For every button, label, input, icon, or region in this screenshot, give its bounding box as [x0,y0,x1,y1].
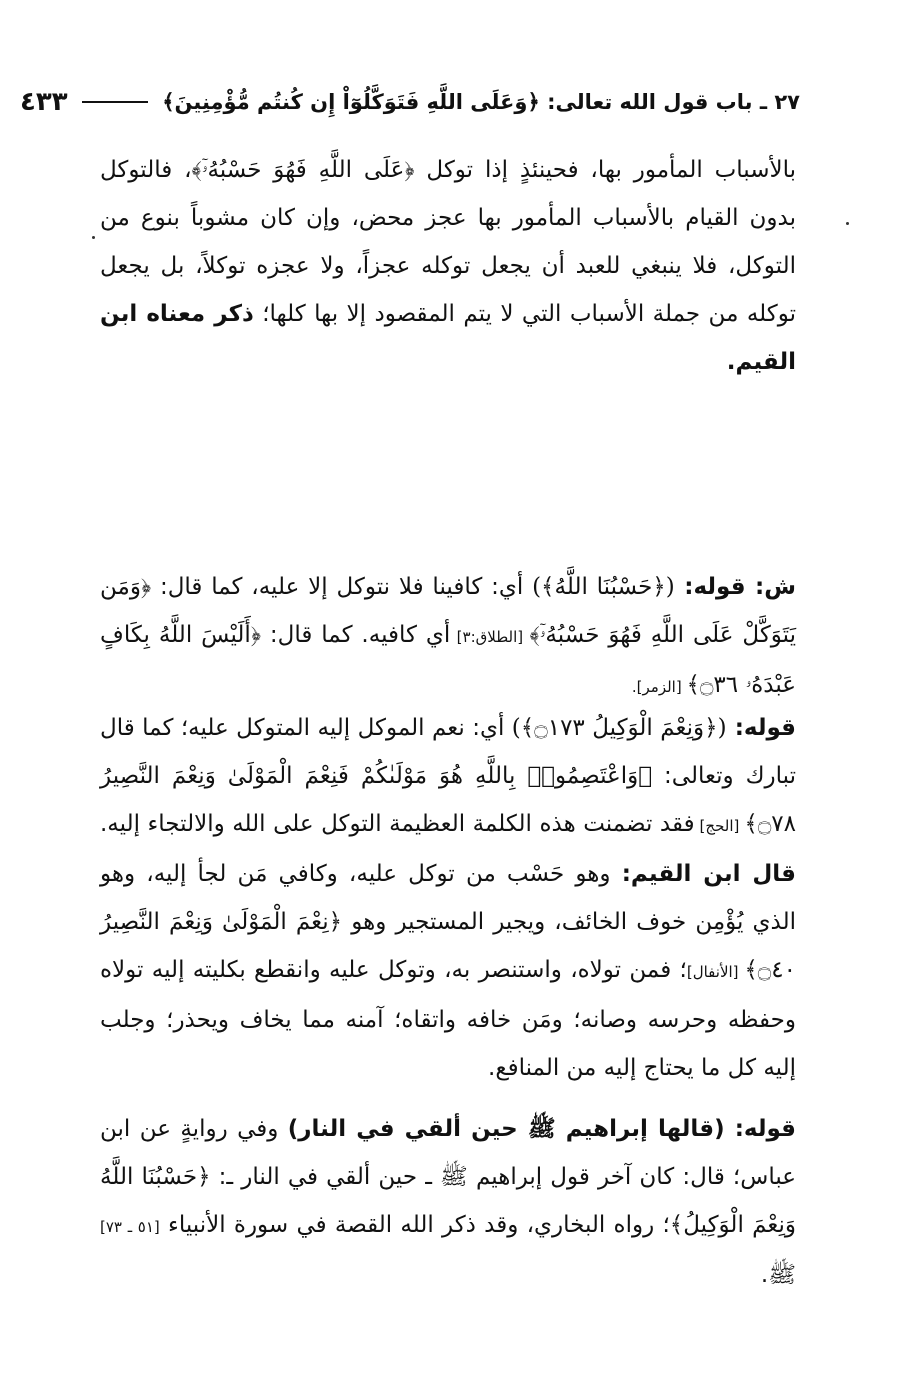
text-run: أي كافيه. كما قال: [260,622,451,648]
running-header [20,84,800,120]
section-lead: قوله: [724,1116,796,1142]
commentary-section-1 [100,563,796,711]
paragraph-text [100,1105,796,1299]
quoted-phrase: (قالها إبراهيم ﷺ حين ألقي في النار) [287,1116,725,1142]
quran-quote: (﴿حَسْبُنَا اللَّهُ﴾) [532,574,675,600]
continuation-paragraph [100,146,796,386]
surah-reference: [الأنفال] [686,963,745,981]
scholar-citation: قال ابن القيم: [621,861,796,887]
text-run: ؛ فمن تولاه، واستنصر به، وتوكل عليه وانقطع بكليته إليه تولاه وحفظه وحرسه وصانه؛ ومَن خافه واتقاه؛ آمنه مما يخاف ويحذر؛ وجلب إليه كل ما يحتاج إليه من المنافع. [100,957,796,1081]
paragraph-text [100,146,796,386]
text-run: بالأسباب المأمور بها، فحينئذٍ إذا توكل [414,157,797,183]
quran-quote: ﴿أَلَيْسَ اللَّهُ بِكَافٍ عَبْدَهُۥ ۝٣٦﴾ [100,622,796,698]
chapter-title: ٢٧ ـ باب قول الله تعالى: ﴿وَعَلَى اللَّهِ فَتَوَكَّلُوٓاْ إِن كُنتُم مُّؤْمِنِينَ﴾ [162,90,800,114]
quran-quote: ﴿عَلَى اللَّهِ فَهُوَ حَسْبُهُۥٓ﴾ [191,157,415,183]
quran-quote: ﴿وَمَن يَتَوَكَّلْ عَلَى اللَّهِ فَهُوَ حَسْبُهُۥٓ﴾ [100,574,796,648]
quran-quote: ﴿وَاعْتَصِمُوا۟ بِاللَّهِ هُوَ مَوْلَىٰكُمْ فَنِعْمَ الْمَوْلَىٰ وَنِعْمَ النَّصِيرُ ۝٧٨﴾ [100,763,796,837]
section-lead: ش: قوله: [674,574,796,600]
scan-speck [92,236,95,239]
quran-quote: ﴿حَسْبُنَا اللَّهُ وَنِعْمَ الْوَكِيلُ﴾ [100,1164,796,1238]
text-run: وهو حَسْب من توكل عليه، وكافي مَن لجأ إليه، وهو الذي يُؤْمِن خوف الخائف، ويجير المستجير وهو [100,861,797,935]
commentary-section-3 [100,1105,796,1299]
text-run: وفي روايةٍ عن ابن عباس؛ قال: كان آخر قول إبراهيم ﷺ ـ حين ألقي في النار ـ: [100,1116,796,1190]
text-run: ، فالتوكل بدون القيام بالأسباب المأمور بها عجز محض، وإن كان مشوباً بنوع من التوكل، فلا ينبغي للعبد أن يجعل توكله عجزاً، ولا عجزه توكلاً، بل يجعل توكله من جملة الأسباب التي لا يتم المقصود إلا بها كلها؛ [100,157,796,327]
quran-quote: (﴿وَنِعْمَ الْوَكِيلُ ۝١٧٣﴾) [511,715,727,741]
text-run: أي: كافينا فلا نتوكل إلا عليه، كما قال: [151,574,533,600]
surah-reference: [الزمر]. [631,678,687,696]
surah-reference: [الطلاق:٣] [450,628,530,646]
scan-speck [846,222,849,225]
paragraph-text [100,563,796,711]
surah-reference: [٥١ ـ ٧٣] [100,1218,160,1236]
text-run: أي: نعم الموكل إليه المتوكل عليه؛ كما قال تبارك وتعالى: [100,715,796,789]
text-run: ؛ رواه البخاري، وقد ذكر الله القصة في سورة الأنبياء [159,1212,670,1238]
quran-quote: ﴿نِعْمَ الْمَوْلَىٰ وَنِعْمَ النَّصِيرُ ۝٤٠﴾ [100,909,796,983]
paragraph-text [100,704,796,1092]
section-lead: قوله: [726,715,796,741]
citation-bold: ذكر معناه ابن القيم. [100,301,796,375]
commentary-section-2 [100,704,796,1092]
surah-reference: [الحج] [694,817,745,835]
text-run: فقد تضمنت هذه الكلمة العظيمة التوكل على الله والالتجاء إليه. [100,811,695,837]
header-rule [82,101,149,103]
page-number: ٤٣٣ [20,87,68,117]
text-run: ﷺ. [760,1262,796,1288]
